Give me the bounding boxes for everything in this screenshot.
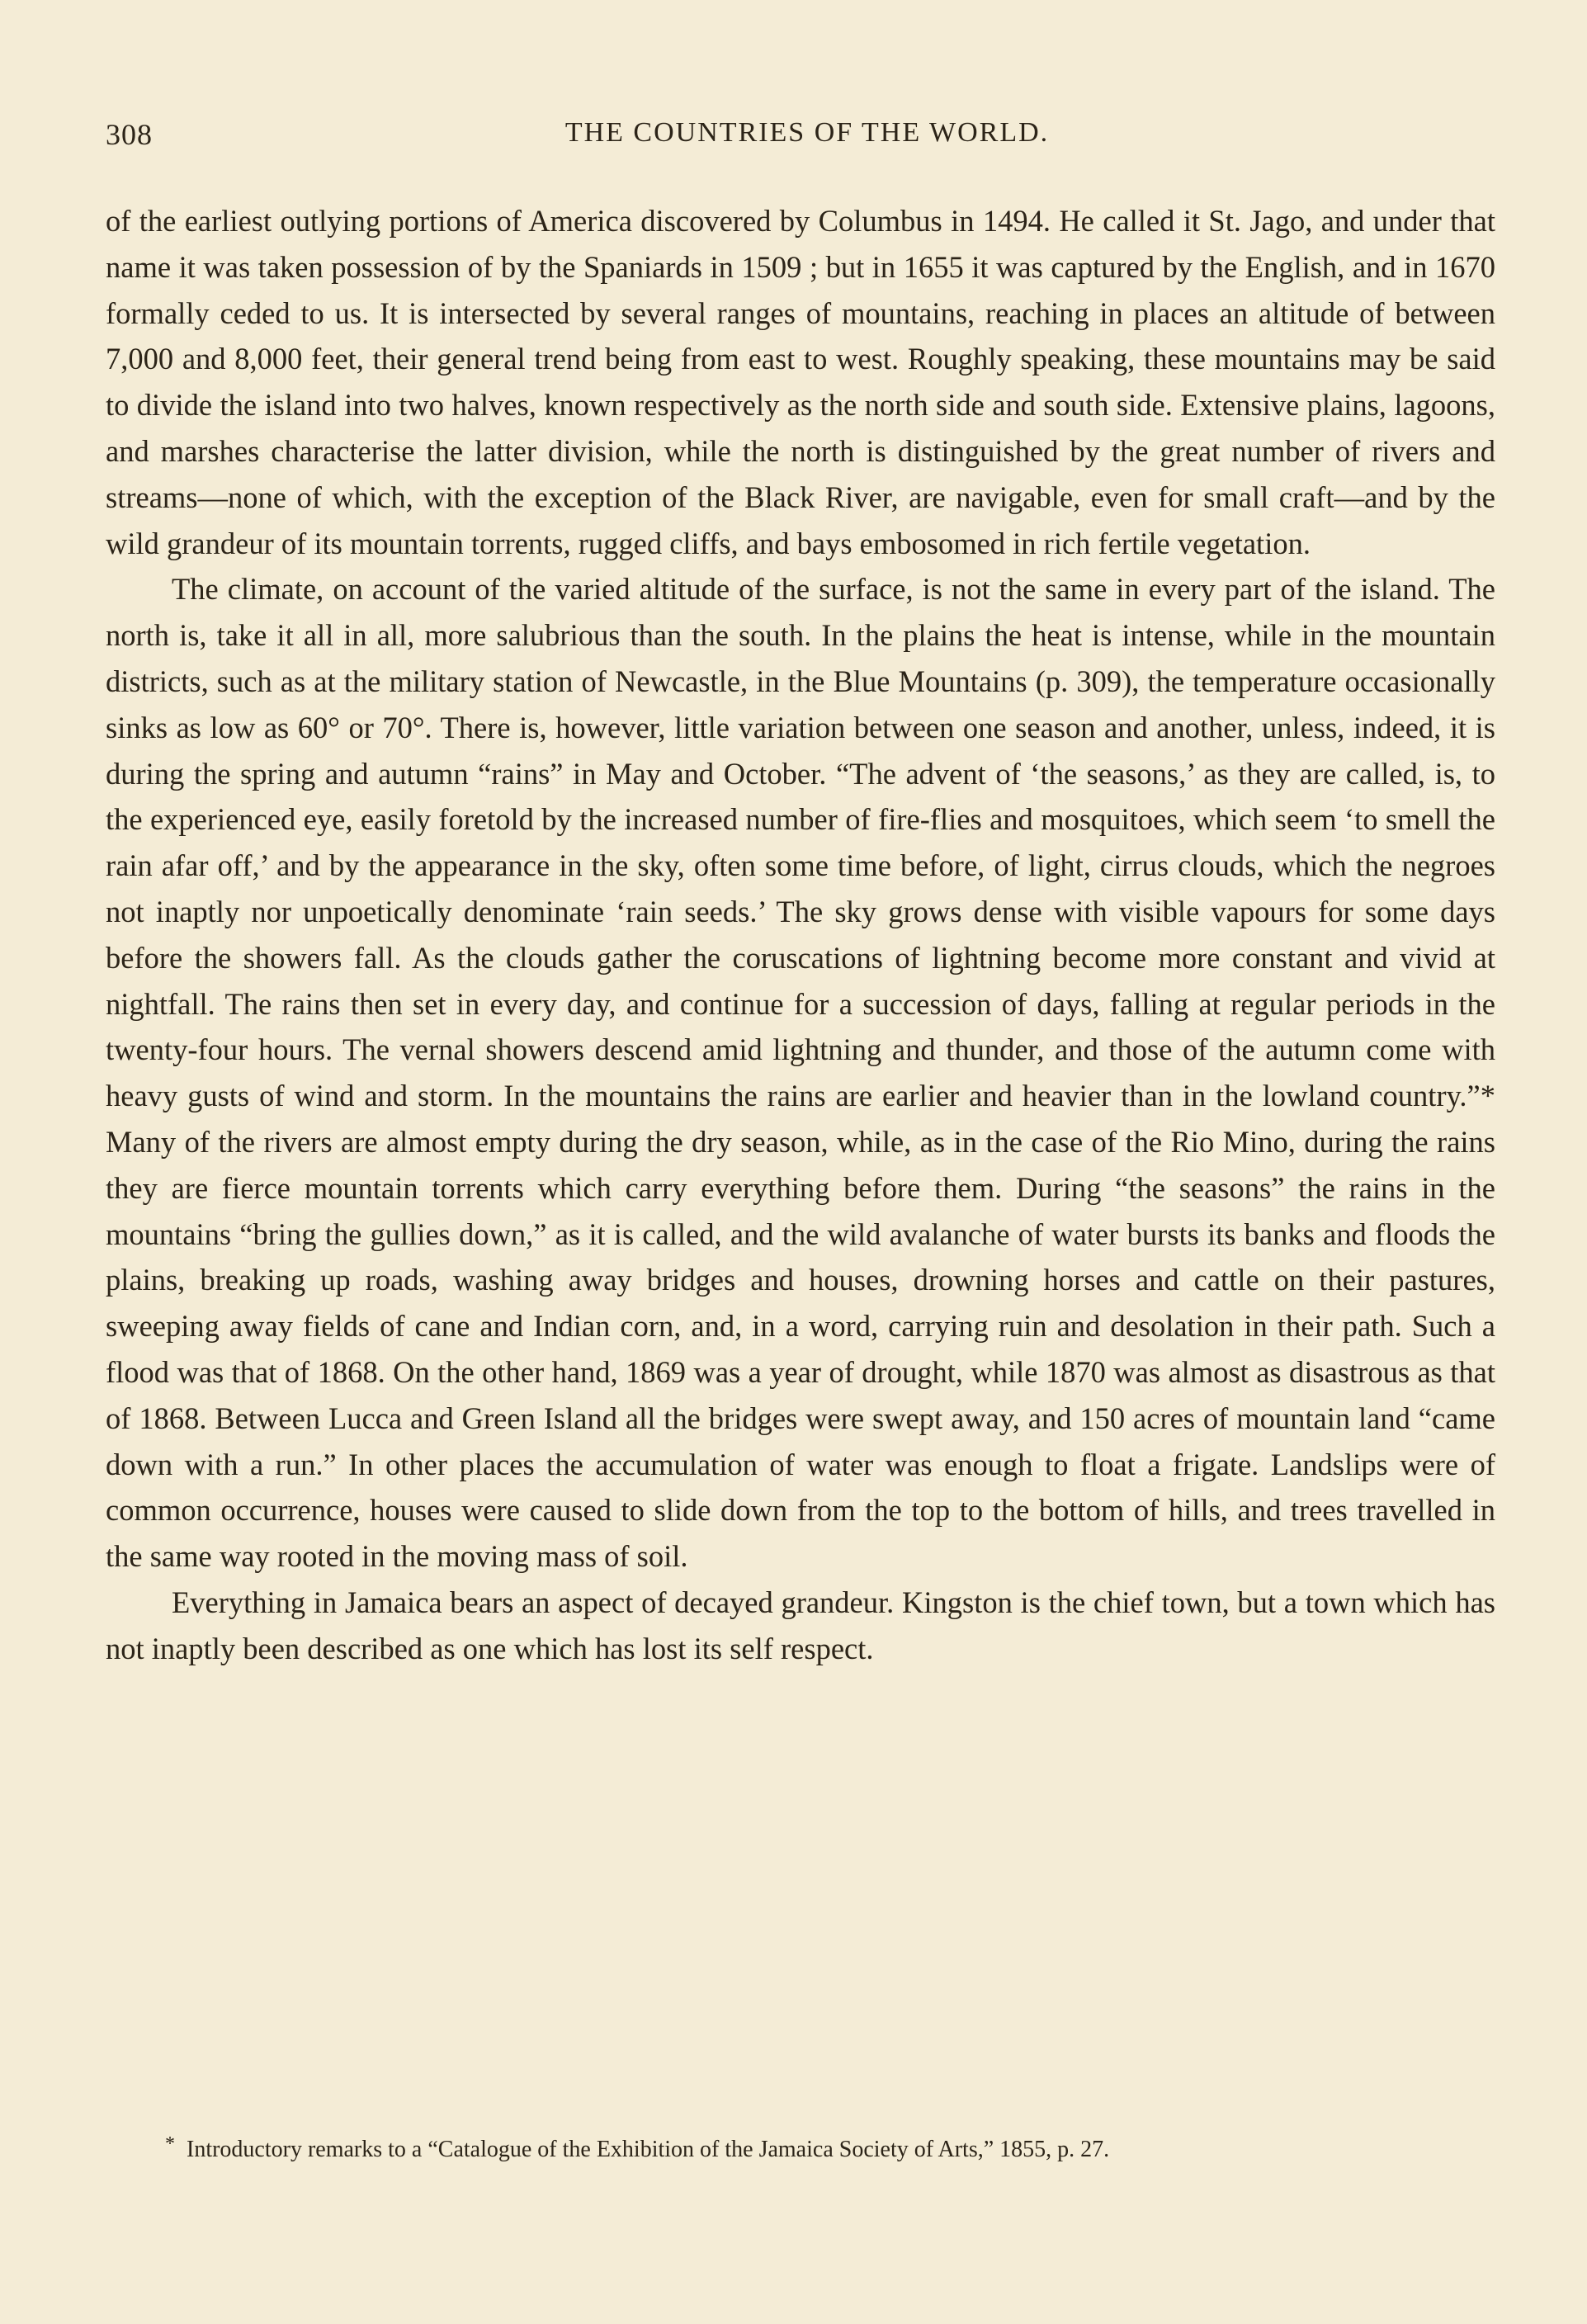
footnote-marker: * bbox=[165, 2133, 175, 2155]
paragraph: of the earliest outlying portions of America discovered by Columbus in 1494. He called it St. Jago, and under that name it was taken possession of by the Spaniards in 1509 ; but in 1655 it was captured by the English, and in 1670 formally ceded to us. It is intersected by several ranges of mountains, reaching in places an altitude of between 7,000 and 8,000 feet, their general trend being from east to west. Roughly speaking, these mountains may be said to divide the island into two halves, known respectively as the north side and south side. Extensive plains, lagoons, and marshes characterise the latter division, while the north is distinguished by the great number of rivers and streams—none of which, with the exception of the Black River, are navigable, even for small craft—and by the wild grandeur of its mountain torrents, rugged cliffs, and bays embosomed in rich fertile vegetation. bbox=[106, 204, 1495, 560]
running-head bbox=[106, 117, 1509, 157]
page-number: 308 bbox=[106, 118, 153, 151]
footnote bbox=[165, 2128, 1452, 2166]
paragraph: The climate, on account of the varied altitude of the surface, is not the same in every part of the island. The north is, take it all in all, more salubrious than the south. In the plains the heat is intense, while in the mountain districts, such as at the military station of Newcastle, in the Blue Mountains (p. 309), the temperature occasionally sinks as low as 60° or 70°. There is, however, little variation between one season and another, unless, indeed, it is during the spring and autumn “rains” in May and October. “The advent of ‘the seasons,’ as they are called, is, to the experienced eye, easily foretold by the increased number of fire-flies and mosquitoes, which seem ‘to smell the rain afar off,’ and by the appearance in the sky, often some time before, of light, cirrus clouds, which the negroes not inaptly nor unpoetically denominate ‘rain seeds.’ The sky grows dense with visible vapours for some days before the showers fall. As the clouds gather the coruscations of lightning become more constant and vivid at nightfall. The rains then set in every day, and continue for a succession of days, falling at regular periods in the twenty-four hours. The vernal showers descend amid lightning and thunder, and those of the autumn come with heavy gusts of wind and storm. In the mountains the rains are earlier and heavier than in the lowland country.”* Many of the rivers are almost empty during the dry season, while, as in the case of the Rio Mino, during the rains they are fierce mountain torrents which carry everything before them. During “the seasons” the rains in the mountains “bring the gullies down,” as it is called, and the wild avalanche of water bursts its banks and floods the plains, breaking up roads, washing away bridges and houses, drowning horses and cattle on their pastures, sweeping away fields of cane and Indian corn, and, in a word, carrying ruin and desolation in their path. Such a flood was that of 1868. On the other hand, 1869 was a year of drought, while 1870 was almost as disastrous as that of 1868. Between Lucca and Green Island all the bridges were swept away, and 150 acres of mountain land “came down with a run.” In other places the accumulation of water was enough to float a frigate. Landslips were of common occurrence, houses were caused to slide down from the top to the bottom of hills, and trees travelled in the same way rooted in the moving mass of soil. bbox=[106, 572, 1495, 1574]
body-text bbox=[106, 198, 1495, 1672]
paragraph: Everything in Jamaica bears an aspect of decayed grandeur. Kingston is the chief town, but a town which has not inaptly been described as one which has lost its self respect. bbox=[106, 1585, 1495, 1665]
footnote-text: Introductory remarks to a “Catalogue of the Exhibition of the Jamaica Society of Arts,” 1855, p. 27. bbox=[187, 2137, 1110, 2162]
running-title: THE COUNTRIES OF THE WORLD. bbox=[564, 117, 1050, 148]
